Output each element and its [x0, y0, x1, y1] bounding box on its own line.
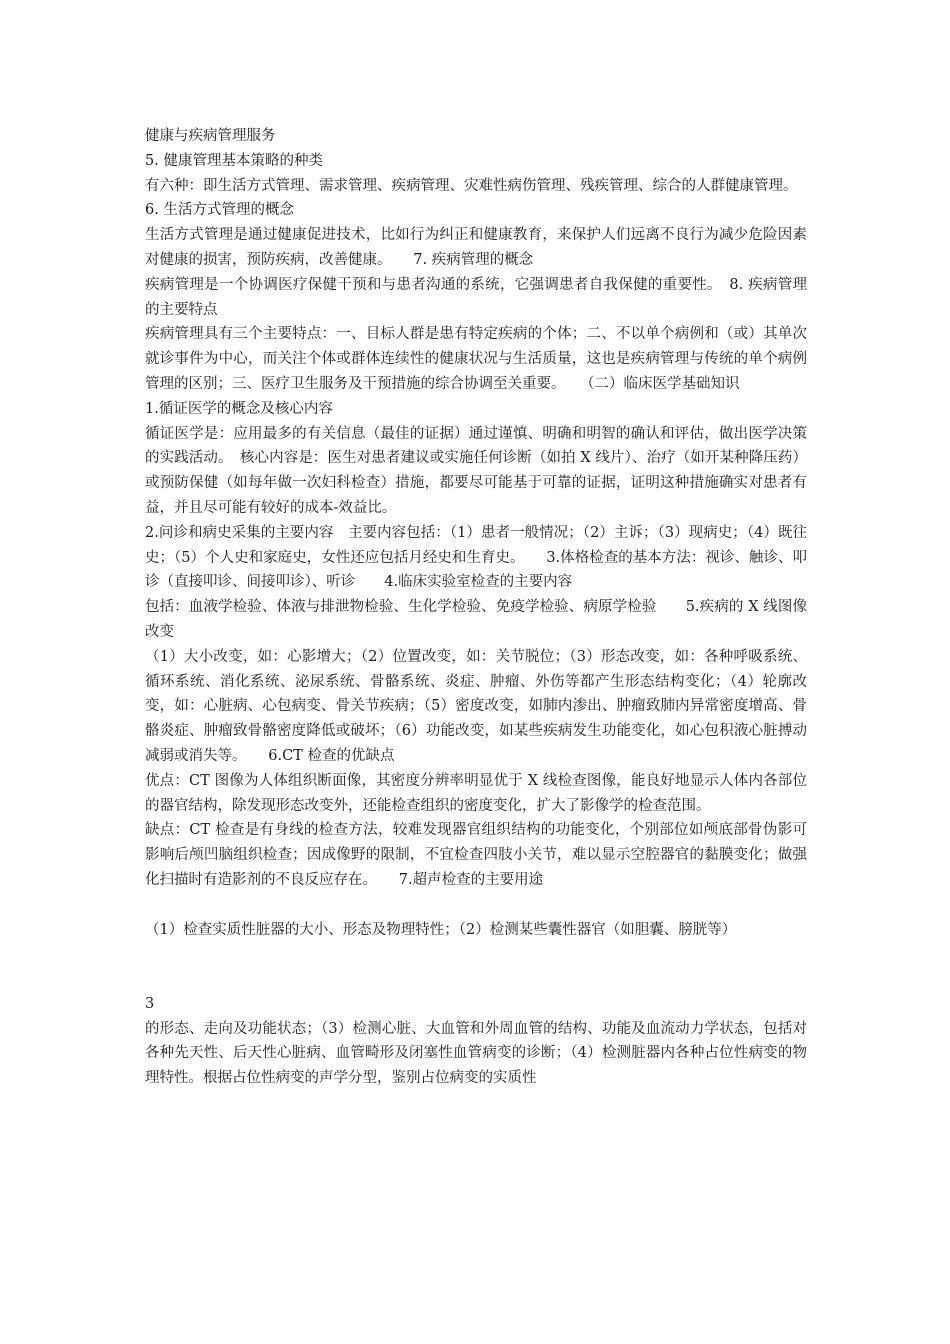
body-paragraph: 缺点：CT 检查是有身线的检查方法，较难发现器官组织结构的功能变化，个别部位如颅底部骨伪影可影响后颅凹脑组织检查；因成像野的限制，不宜检查四肢小关节，难以显示空腔器官的黏膜变化；做强化扫描时有造影剂的不良反应存在。 7.超声检查的主要用途 [145, 822, 807, 888]
body-paragraph: 生活方式管理是通过健康促进技术，比如行为纠正和健康教育，来保护人们远离不良行为减少危险因素对健康的损害，预防疾病，改善健康。 7. 疾病管理的概念 [145, 227, 807, 268]
body-paragraph: 的形态、走向及功能状态；（3）检测心脏、大血管和外周血管的结构、功能及血流动力学状态，包括对各种先天性、后天性心脏病、血管畸形及闭塞性血管病变的诊断；（4）检测脏器内各种占位性病变的物理特性。根据占位性病变的声学分型，鉴别占位病变的实质性 [145, 1020, 807, 1087]
body-paragraph: 疾病管理是一个协调医疗保健干预和与患者沟通的系统，它强调患者自我保健的重要性。 8. 疾病管理的主要特点 [145, 276, 807, 318]
body-paragraph: 疾病管理具有三个主要特点：一、目标人群是患有特定疾病的个体；二、不以单个病例和（或）其单次就诊事件为中心，而关注个体或群体连续性的健康状况与生活质量，这也是疾病管理与传统的单个病例管理的区别；三、医疗卫生服务及干预措施的综合协调至关重要。 （二）临床医学基础知识 [145, 326, 807, 392]
body-paragraph: 循证医学是：应用最多的有关信息（最佳的证据）通过谨慎、明确和明智的确认和评估，做出医学决策的实践活动。 核心内容是：医生对患者建议或实施任何诊断（如拍 X 线片）、治疗（如开某种降压药）或预防保健（如每年做一次妇科检查）措施，都要尽可能基于可靠的证据，证明这种措施确实对患者有益，并且尽可能有较好的成本-效益比。 [145, 425, 807, 516]
subsection-heading: 1.循证医学的概念及核心内容 [145, 400, 333, 417]
subsection-heading: 5. 健康管理基本策略的种类 [145, 152, 323, 169]
blank-line [145, 893, 807, 918]
body-paragraph: 包括：血液学检验、体液与排泄物检验、生化学检验、免疫学检验、病原学检验 5.疾病的 X 线图像改变 [145, 599, 807, 640]
section-heading: 健康与疾病管理服务 [145, 128, 276, 144]
body-paragraph: 有六种：即生活方式管理、需求管理、疾病管理、灾难性病伤管理、残疾管理、综合的人群健康管理。 [145, 177, 798, 194]
body-paragraph: （1）大小改变，如：心影增大；（2）位置改变，如：关节脱位；（3）形态改变，如：各种呼吸系统、循环系统、消化系统、泌尿系统、骨骼系统、炎症、肿瘤、外伤等都产生形态结构变化；（4）轮廓改变，如：心脏病、心包病变、骨关节疾病；（5）密度改变，如肺内渗出、肿瘤致肺内异常密度增高、骨骼炎症、肿瘤致骨骼密度降低或破坏；（6）功能改变，如某些疾病发生功能变化，如心包积液心脏搏动减弱或消失等。 6.CT 检查的优缺点 [145, 648, 807, 764]
document-body [145, 124, 807, 1091]
body-paragraph: （1）检查实质性脏器的大小、形态及物理特性；（2）检测某些囊性器官（如胆囊、膀胱等） [145, 921, 737, 938]
body-paragraph: 2.问诊和病史采集的主要内容 主要内容包括：（1）患者一般情况；（2）主诉；（3）现病史；（4）既往史；（5）个人史和家庭史，女性还应包括月经史和生育史。 3.体格检查的基本方法：视诊、触诊、叩诊（直接叩诊、间接叩诊）、听诊 4.临床实验室检查的主要内容 [145, 524, 807, 591]
page-number: 3 [145, 995, 155, 1012]
subsection-heading: 6. 生活方式管理的概念 [145, 202, 294, 219]
blank-line [145, 942, 807, 992]
body-paragraph: 优点：CT 图像为人体组织断面像，其密度分辨率明显优于 X 线检查图像，能良好地显示人体内各部位的器官结构，除发现形态改变外，还能检查组织的密度变化，扩大了影像学的检查范围。 [145, 772, 807, 814]
